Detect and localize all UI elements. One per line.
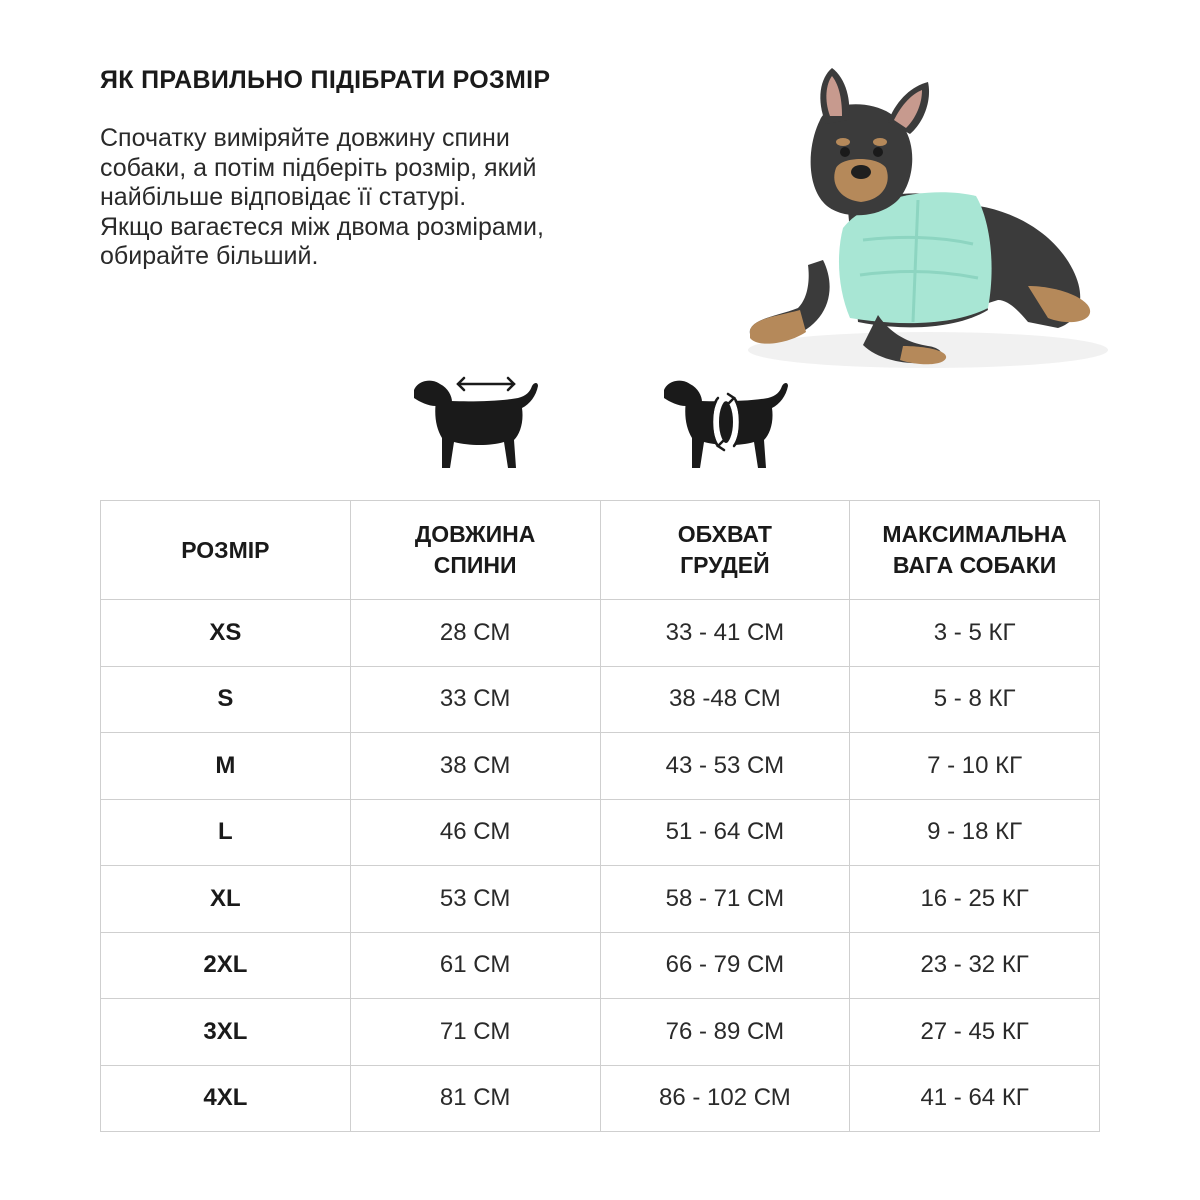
size-cell: S — [101, 666, 351, 733]
header-line: МАКСИМАЛЬНА — [882, 521, 1067, 547]
back-length-cell: 46 СМ — [350, 799, 600, 866]
header-chest-girth — [600, 501, 850, 600]
size-cell: XL — [101, 866, 351, 933]
max-weight-cell: 7 - 10 КГ — [850, 733, 1100, 800]
intro-line: Якщо вагаєтеся між двома розмірами, — [100, 212, 544, 241]
back-length-cell: 33 СМ — [350, 666, 600, 733]
header-size — [101, 501, 351, 600]
header-back-length — [350, 501, 600, 600]
table-row — [101, 999, 1100, 1066]
dog-photo — [728, 60, 1118, 380]
header-line: РОЗМІР — [181, 536, 270, 563]
dog-back-length-icon — [406, 372, 546, 472]
header-max-weight — [850, 501, 1100, 600]
chest-girth-cell: 43 - 53 СМ — [600, 733, 850, 800]
dog-chest-girth-icon — [656, 372, 796, 472]
header-line: ГРУДЕЙ — [680, 552, 770, 578]
table-row — [101, 1065, 1100, 1132]
chest-girth-cell: 66 - 79 СМ — [600, 932, 850, 999]
size-table — [100, 500, 1100, 1132]
header-line: ОБХВАТ — [677, 521, 772, 547]
header-line: ВАГА СОБАКИ — [892, 552, 1057, 578]
max-weight-cell: 16 - 25 КГ — [850, 866, 1100, 933]
chest-girth-cell: 86 - 102 СМ — [600, 1065, 850, 1132]
chest-girth-cell: 51 - 64 СМ — [600, 799, 850, 866]
max-weight-cell: 27 - 45 КГ — [850, 999, 1100, 1066]
intro-line: найбільше відповідає її статурі. — [100, 183, 467, 211]
size-cell: XS — [101, 600, 351, 667]
table-row — [101, 799, 1100, 866]
back-length-cell: 53 СМ — [350, 866, 600, 933]
back-length-cell: 61 СМ — [350, 932, 600, 999]
max-weight-cell: 9 - 18 КГ — [850, 799, 1100, 866]
table-row — [101, 666, 1100, 733]
back-length-cell: 71 СМ — [350, 999, 600, 1066]
intro-line: Спочатку виміряйте довжину спини — [100, 124, 510, 152]
back-length-cell: 38 СМ — [350, 733, 600, 800]
intro-line: обирайте більший. — [100, 242, 319, 270]
size-cell: 3XL — [101, 999, 351, 1066]
header-line: СПИНИ — [433, 552, 517, 578]
table-row — [101, 866, 1100, 933]
intro-text — [100, 124, 640, 272]
size-cell: 4XL — [101, 1065, 351, 1132]
size-cell: M — [101, 733, 351, 800]
chest-girth-cell: 58 - 71 СМ — [600, 866, 850, 933]
table-row — [101, 733, 1100, 800]
size-cell: L — [101, 799, 351, 866]
max-weight-cell: 23 - 32 КГ — [850, 932, 1100, 999]
max-weight-cell: 5 - 8 КГ — [850, 666, 1100, 733]
table-row — [101, 932, 1100, 999]
chest-girth-cell: 33 - 41 СМ — [600, 600, 850, 667]
back-length-cell: 28 СМ — [350, 600, 600, 667]
intro-line: собаки, а потім підберіть розмір, який — [100, 153, 537, 182]
table-row — [101, 600, 1100, 667]
max-weight-cell: 3 - 5 КГ — [850, 600, 1100, 667]
header-line: ДОВЖИНА — [414, 521, 536, 547]
chest-girth-cell: 38 -48 СМ — [600, 666, 850, 733]
page-title: ЯК ПРАВИЛЬНО ПІДІБРАТИ РОЗМІР — [100, 66, 551, 94]
table-header-row — [101, 501, 1100, 600]
back-length-cell: 81 СМ — [350, 1065, 600, 1132]
chest-girth-cell: 76 - 89 СМ — [600, 999, 850, 1066]
max-weight-cell: 41 - 64 КГ — [850, 1065, 1100, 1132]
size-cell: 2XL — [101, 932, 351, 999]
